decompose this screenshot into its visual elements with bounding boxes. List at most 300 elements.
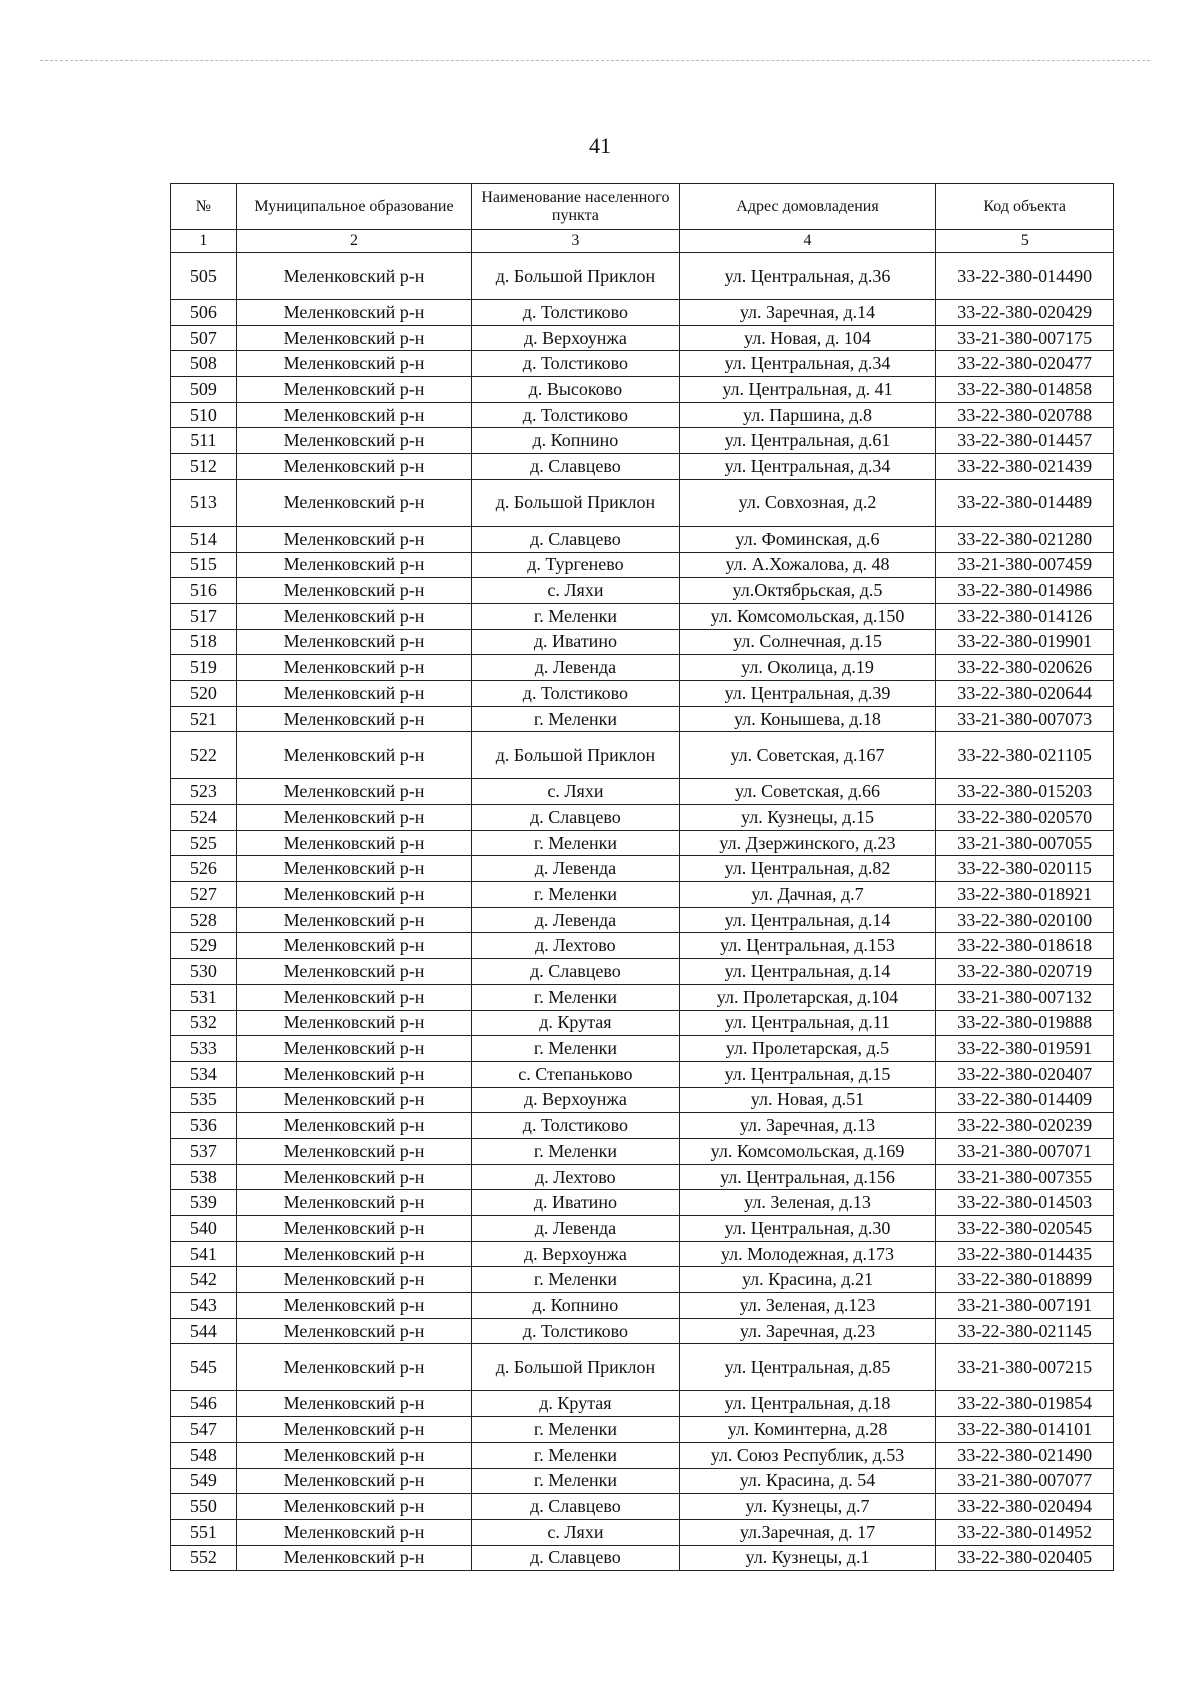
table-row: [171, 984, 1114, 1010]
address-cell: ул. Новая, д.51: [679, 1087, 936, 1113]
row-number-cell: 514: [171, 526, 237, 552]
settlement-cell: г. Меленки: [472, 706, 679, 732]
table-row: [171, 1190, 1114, 1216]
row-number-cell: 540: [171, 1216, 237, 1242]
column-header-settlement: Наименование населенного пункта: [472, 184, 679, 230]
table-row: [171, 655, 1114, 681]
row-number-cell: 550: [171, 1494, 237, 1520]
table-row: [171, 428, 1114, 454]
object-code-cell: 33-22-380-020719: [936, 959, 1114, 985]
settlement-cell: д. Тургенево: [472, 552, 679, 578]
settlement-cell: д. Толстиково: [472, 1318, 679, 1344]
row-number-cell: 533: [171, 1036, 237, 1062]
address-cell: ул. Солнечная, д.15: [679, 629, 936, 655]
address-cell: ул. Центральная, д.34: [679, 351, 936, 377]
table-row: [171, 1061, 1114, 1087]
settlement-cell: д. Толстиково: [472, 680, 679, 706]
settlement-cell: д. Славцево: [472, 805, 679, 831]
table-row: [171, 1468, 1114, 1494]
table-row: [171, 680, 1114, 706]
table-row: [171, 1241, 1114, 1267]
table-row: [171, 1138, 1114, 1164]
row-number-cell: 552: [171, 1545, 237, 1571]
table-row: [171, 1036, 1114, 1062]
row-number-cell: 507: [171, 325, 237, 351]
table-row: [171, 1391, 1114, 1417]
row-number-cell: 542: [171, 1267, 237, 1293]
row-number-cell: 518: [171, 629, 237, 655]
object-code-cell: 33-22-380-014858: [936, 377, 1114, 403]
municipality-cell: Меленковский р-н: [236, 603, 471, 629]
object-code-cell: 33-22-380-014126: [936, 603, 1114, 629]
address-cell: ул. Заречная, д.14: [679, 300, 936, 326]
row-number-cell: 506: [171, 300, 237, 326]
object-code-cell: 33-22-380-014986: [936, 578, 1114, 604]
settlement-cell: д. Толстиково: [472, 1113, 679, 1139]
address-cell: ул. Зеленая, д.13: [679, 1190, 936, 1216]
address-cell: ул. Советская, д.66: [679, 779, 936, 805]
municipality-cell: Меленковский р-н: [236, 377, 471, 403]
object-code-cell: 33-22-380-014457: [936, 428, 1114, 454]
municipality-cell: Меленковский р-н: [236, 830, 471, 856]
address-cell: ул.Заречная, д. 17: [679, 1519, 936, 1545]
municipality-cell: Меленковский р-н: [236, 454, 471, 480]
table-row: [171, 629, 1114, 655]
municipality-cell: Меленковский р-н: [236, 1417, 471, 1443]
column-header-municipality: Муниципальное образование: [236, 184, 471, 230]
address-cell: ул. Пролетарская, д.104: [679, 984, 936, 1010]
municipality-cell: Меленковский р-н: [236, 402, 471, 428]
settlement-cell: д. Лехтово: [472, 933, 679, 959]
municipality-cell: Меленковский р-н: [236, 1216, 471, 1242]
settlement-cell: г. Меленки: [472, 1468, 679, 1494]
address-cell: ул. Молодежная, д.173: [679, 1241, 936, 1267]
table-row: [171, 300, 1114, 326]
municipality-cell: Меленковский р-н: [236, 907, 471, 933]
object-code-cell: 33-21-380-007055: [936, 830, 1114, 856]
object-code-cell: 33-22-380-020626: [936, 655, 1114, 681]
address-cell: ул. Красина, д. 54: [679, 1468, 936, 1494]
object-code-cell: 33-22-380-018899: [936, 1267, 1114, 1293]
row-number-cell: 526: [171, 856, 237, 882]
object-code-cell: 33-22-380-020100: [936, 907, 1114, 933]
address-cell: ул. Центральная, д.14: [679, 907, 936, 933]
column-index: 4: [679, 230, 936, 253]
settlement-cell: с. Ляхи: [472, 578, 679, 604]
object-code-cell: 33-22-380-020407: [936, 1061, 1114, 1087]
address-cell: ул. А.Хожалова, д. 48: [679, 552, 936, 578]
table-row: [171, 1494, 1114, 1520]
municipality-cell: Меленковский р-н: [236, 1241, 471, 1267]
table-row: [171, 805, 1114, 831]
municipality-cell: Меленковский р-н: [236, 479, 471, 526]
municipality-cell: Меленковский р-н: [236, 1318, 471, 1344]
table-body: [171, 253, 1114, 1571]
address-cell: ул. Заречная, д.23: [679, 1318, 936, 1344]
row-number-cell: 534: [171, 1061, 237, 1087]
settlement-cell: г. Меленки: [472, 830, 679, 856]
table-row: [171, 1519, 1114, 1545]
settlement-cell: д. Иватино: [472, 629, 679, 655]
settlement-cell: г. Меленки: [472, 882, 679, 908]
row-number-cell: 509: [171, 377, 237, 403]
scan-artifact-line: [40, 60, 1150, 61]
column-index: 3: [472, 230, 679, 253]
address-cell: ул. Конышева, д.18: [679, 706, 936, 732]
table-row: [171, 1216, 1114, 1242]
address-cell: ул. Центральная, д.14: [679, 959, 936, 985]
row-number-cell: 537: [171, 1138, 237, 1164]
row-number-cell: 532: [171, 1010, 237, 1036]
object-code-cell: 33-22-380-020405: [936, 1545, 1114, 1571]
object-code-cell: 33-22-380-020570: [936, 805, 1114, 831]
table-row: [171, 907, 1114, 933]
object-code-cell: 33-22-380-014409: [936, 1087, 1114, 1113]
municipality-cell: Меленковский р-н: [236, 856, 471, 882]
table-row: [171, 377, 1114, 403]
settlement-cell: д. Толстиково: [472, 402, 679, 428]
column-header-object-code: Код объекта: [936, 184, 1114, 230]
address-cell: ул. Комсомольская, д.169: [679, 1138, 936, 1164]
column-header-address: Адрес домовладения: [679, 184, 936, 230]
address-cell: ул. Центральная, д.61: [679, 428, 936, 454]
settlement-cell: д. Славцево: [472, 1545, 679, 1571]
municipality-cell: Меленковский р-н: [236, 779, 471, 805]
table-row: [171, 552, 1114, 578]
table-row: [171, 933, 1114, 959]
object-code-cell: 33-21-380-007175: [936, 325, 1114, 351]
municipality-cell: Меленковский р-н: [236, 1391, 471, 1417]
object-code-cell: 33-22-380-014101: [936, 1417, 1114, 1443]
settlement-cell: д. Крутая: [472, 1010, 679, 1036]
row-number-cell: 529: [171, 933, 237, 959]
object-code-cell: 33-22-380-020239: [936, 1113, 1114, 1139]
row-number-cell: 505: [171, 253, 237, 300]
table-row: [171, 856, 1114, 882]
settlement-cell: г. Меленки: [472, 603, 679, 629]
settlement-cell: д. Верхоунжа: [472, 1241, 679, 1267]
settlement-cell: д. Копнино: [472, 1293, 679, 1319]
object-code-cell: 33-22-380-019888: [936, 1010, 1114, 1036]
object-code-cell: 33-22-380-021490: [936, 1442, 1114, 1468]
municipality-cell: Меленковский р-н: [236, 351, 471, 377]
object-code-cell: 33-22-380-020494: [936, 1494, 1114, 1520]
column-index: 2: [236, 230, 471, 253]
address-cell: ул. Центральная, д.85: [679, 1344, 936, 1391]
address-cell: ул. Заречная, д.13: [679, 1113, 936, 1139]
municipality-cell: Меленковский р-н: [236, 1519, 471, 1545]
table-row: [171, 1267, 1114, 1293]
municipality-cell: Меленковский р-н: [236, 578, 471, 604]
municipality-cell: Меленковский р-н: [236, 325, 471, 351]
row-number-cell: 539: [171, 1190, 237, 1216]
row-number-cell: 520: [171, 680, 237, 706]
settlement-cell: д. Большой Приклон: [472, 1344, 679, 1391]
registry-table: [170, 183, 1114, 1571]
object-code-cell: 33-22-380-019591: [936, 1036, 1114, 1062]
address-cell: ул. Кузнецы, д.15: [679, 805, 936, 831]
municipality-cell: Меленковский р-н: [236, 1061, 471, 1087]
address-cell: ул. Паршина, д.8: [679, 402, 936, 428]
municipality-cell: Меленковский р-н: [236, 1267, 471, 1293]
page-number: 41: [589, 133, 611, 158]
row-number-cell: 546: [171, 1391, 237, 1417]
object-code-cell: 33-21-380-007073: [936, 706, 1114, 732]
address-cell: ул. Дзержинского, д.23: [679, 830, 936, 856]
object-code-cell: 33-21-380-007071: [936, 1138, 1114, 1164]
table-row: [171, 325, 1114, 351]
settlement-cell: д. Иватино: [472, 1190, 679, 1216]
municipality-cell: Меленковский р-н: [236, 984, 471, 1010]
table-row: [171, 1164, 1114, 1190]
municipality-cell: Меленковский р-н: [236, 959, 471, 985]
table-row: [171, 351, 1114, 377]
settlement-cell: с. Ляхи: [472, 779, 679, 805]
address-cell: ул. Центральная, д.156: [679, 1164, 936, 1190]
object-code-cell: 33-22-380-014490: [936, 253, 1114, 300]
row-number-cell: 521: [171, 706, 237, 732]
address-cell: ул. Центральная, д.36: [679, 253, 936, 300]
settlement-cell: д. Копнино: [472, 428, 679, 454]
row-number-cell: 544: [171, 1318, 237, 1344]
settlement-cell: с. Степаньково: [472, 1061, 679, 1087]
municipality-cell: Меленковский р-н: [236, 1164, 471, 1190]
settlement-cell: д. Толстиково: [472, 300, 679, 326]
address-cell: ул. Околица, д.19: [679, 655, 936, 681]
municipality-cell: Меленковский р-н: [236, 655, 471, 681]
object-code-cell: 33-21-380-007215: [936, 1344, 1114, 1391]
settlement-cell: г. Меленки: [472, 1036, 679, 1062]
settlement-cell: д. Славцево: [472, 959, 679, 985]
row-number-cell: 512: [171, 454, 237, 480]
address-cell: ул. Центральная, д. 41: [679, 377, 936, 403]
table-row: [171, 732, 1114, 779]
row-number-cell: 548: [171, 1442, 237, 1468]
address-cell: ул. Союз Республик, д.53: [679, 1442, 936, 1468]
address-cell: ул. Дачная, д.7: [679, 882, 936, 908]
settlement-cell: г. Меленки: [472, 984, 679, 1010]
object-code-cell: 33-22-380-020429: [936, 300, 1114, 326]
settlement-cell: д. Высоково: [472, 377, 679, 403]
table-row: [171, 454, 1114, 480]
municipality-cell: Меленковский р-н: [236, 526, 471, 552]
settlement-cell: г. Меленки: [472, 1138, 679, 1164]
table-row: [171, 1442, 1114, 1468]
object-code-cell: 33-22-380-021145: [936, 1318, 1114, 1344]
table-row: [171, 1417, 1114, 1443]
column-index: 1: [171, 230, 237, 253]
address-cell: ул. Центральная, д.39: [679, 680, 936, 706]
object-code-cell: 33-22-380-021280: [936, 526, 1114, 552]
address-cell: ул. Новая, д. 104: [679, 325, 936, 351]
row-number-cell: 551: [171, 1519, 237, 1545]
column-header-number: №: [171, 184, 237, 230]
address-cell: ул. Коминтерна, д.28: [679, 1417, 936, 1443]
row-number-cell: 541: [171, 1241, 237, 1267]
municipality-cell: Меленковский р-н: [236, 732, 471, 779]
municipality-cell: Меленковский р-н: [236, 1036, 471, 1062]
object-code-cell: 33-22-380-020788: [936, 402, 1114, 428]
column-index: 5: [936, 230, 1114, 253]
settlement-cell: д. Верхоунжа: [472, 325, 679, 351]
column-index-row: [171, 230, 1114, 253]
table-row: [171, 882, 1114, 908]
municipality-cell: Меленковский р-н: [236, 933, 471, 959]
table-row: [171, 1293, 1114, 1319]
address-cell: ул.Октябрьская, д.5: [679, 578, 936, 604]
municipality-cell: Меленковский р-н: [236, 1468, 471, 1494]
row-number-cell: 527: [171, 882, 237, 908]
row-number-cell: 508: [171, 351, 237, 377]
municipality-cell: Меленковский р-н: [236, 706, 471, 732]
municipality-cell: Меленковский р-н: [236, 1113, 471, 1139]
municipality-cell: Меленковский р-н: [236, 1087, 471, 1113]
settlement-cell: д. Верхоунжа: [472, 1087, 679, 1113]
object-code-cell: 33-22-380-018921: [936, 882, 1114, 908]
table-header-row: [171, 184, 1114, 230]
object-code-cell: 33-22-380-019854: [936, 1391, 1114, 1417]
settlement-cell: д. Крутая: [472, 1391, 679, 1417]
address-cell: ул. Центральная, д.15: [679, 1061, 936, 1087]
municipality-cell: Меленковский р-н: [236, 805, 471, 831]
address-cell: ул. Кузнецы, д.7: [679, 1494, 936, 1520]
settlement-cell: д. Лехтово: [472, 1164, 679, 1190]
row-number-cell: 519: [171, 655, 237, 681]
table-row: [171, 253, 1114, 300]
settlement-cell: д. Большой Приклон: [472, 479, 679, 526]
address-cell: ул. Комсомольская, д.150: [679, 603, 936, 629]
table-row: [171, 578, 1114, 604]
settlement-cell: д. Толстиково: [472, 351, 679, 377]
address-cell: ул. Советская, д.167: [679, 732, 936, 779]
settlement-cell: д. Левенда: [472, 856, 679, 882]
object-code-cell: 33-22-380-019901: [936, 629, 1114, 655]
table-row: [171, 402, 1114, 428]
object-code-cell: 33-22-380-020644: [936, 680, 1114, 706]
table-row: [171, 706, 1114, 732]
object-code-cell: 33-22-380-014503: [936, 1190, 1114, 1216]
object-code-cell: 33-22-380-014435: [936, 1241, 1114, 1267]
row-number-cell: 531: [171, 984, 237, 1010]
table-row: [171, 1318, 1114, 1344]
object-code-cell: 33-21-380-007191: [936, 1293, 1114, 1319]
address-cell: ул. Пролетарская, д.5: [679, 1036, 936, 1062]
row-number-cell: 547: [171, 1417, 237, 1443]
address-cell: ул. Зеленая, д.123: [679, 1293, 936, 1319]
object-code-cell: 33-22-380-020115: [936, 856, 1114, 882]
address-cell: ул. Центральная, д.30: [679, 1216, 936, 1242]
municipality-cell: Меленковский р-н: [236, 1190, 471, 1216]
settlement-cell: д. Большой Приклон: [472, 253, 679, 300]
object-code-cell: 33-22-380-014489: [936, 479, 1114, 526]
row-number-cell: 525: [171, 830, 237, 856]
settlement-cell: д. Славцево: [472, 526, 679, 552]
table-row: [171, 830, 1114, 856]
table-row: [171, 603, 1114, 629]
address-cell: ул. Центральная, д.11: [679, 1010, 936, 1036]
row-number-cell: 538: [171, 1164, 237, 1190]
row-number-cell: 513: [171, 479, 237, 526]
row-number-cell: 530: [171, 959, 237, 985]
table-row: [171, 1087, 1114, 1113]
row-number-cell: 524: [171, 805, 237, 831]
object-code-cell: 33-22-380-020545: [936, 1216, 1114, 1242]
row-number-cell: 543: [171, 1293, 237, 1319]
settlement-cell: д. Левенда: [472, 1216, 679, 1242]
object-code-cell: 33-22-380-015203: [936, 779, 1114, 805]
municipality-cell: Меленковский р-н: [236, 300, 471, 326]
municipality-cell: Меленковский р-н: [236, 1344, 471, 1391]
row-number-cell: 536: [171, 1113, 237, 1139]
object-code-cell: 33-22-380-014952: [936, 1519, 1114, 1545]
address-cell: ул. Красина, д.21: [679, 1267, 936, 1293]
settlement-cell: г. Меленки: [472, 1267, 679, 1293]
row-number-cell: 522: [171, 732, 237, 779]
municipality-cell: Меленковский р-н: [236, 1494, 471, 1520]
row-number-cell: 510: [171, 402, 237, 428]
row-number-cell: 523: [171, 779, 237, 805]
address-cell: ул. Центральная, д.34: [679, 454, 936, 480]
settlement-cell: д. Славцево: [472, 454, 679, 480]
object-code-cell: 33-22-380-020477: [936, 351, 1114, 377]
settlement-cell: с. Ляхи: [472, 1519, 679, 1545]
municipality-cell: Меленковский р-н: [236, 1293, 471, 1319]
row-number-cell: 515: [171, 552, 237, 578]
row-number-cell: 535: [171, 1087, 237, 1113]
table-row: [171, 479, 1114, 526]
object-code-cell: 33-22-380-021439: [936, 454, 1114, 480]
table-row: [171, 779, 1114, 805]
address-cell: ул. Совхозная, д.2: [679, 479, 936, 526]
table-row: [171, 1113, 1114, 1139]
object-code-cell: 33-21-380-007132: [936, 984, 1114, 1010]
address-cell: ул. Кузнецы, д.1: [679, 1545, 936, 1571]
address-cell: ул. Центральная, д.153: [679, 933, 936, 959]
object-code-cell: 33-22-380-021105: [936, 732, 1114, 779]
row-number-cell: 549: [171, 1468, 237, 1494]
address-cell: ул. Центральная, д.82: [679, 856, 936, 882]
object-code-cell: 33-21-380-007459: [936, 552, 1114, 578]
municipality-cell: Меленковский р-н: [236, 629, 471, 655]
object-code-cell: 33-22-380-018618: [936, 933, 1114, 959]
municipality-cell: Меленковский р-н: [236, 253, 471, 300]
settlement-cell: г. Меленки: [472, 1442, 679, 1468]
municipality-cell: Меленковский р-н: [236, 1010, 471, 1036]
municipality-cell: Меленковский р-н: [236, 1442, 471, 1468]
address-cell: ул. Фоминская, д.6: [679, 526, 936, 552]
settlement-cell: г. Меленки: [472, 1417, 679, 1443]
settlement-cell: д. Левенда: [472, 907, 679, 933]
row-number-cell: 517: [171, 603, 237, 629]
object-code-cell: 33-21-380-007355: [936, 1164, 1114, 1190]
address-cell: ул. Центральная, д.18: [679, 1391, 936, 1417]
municipality-cell: Меленковский р-н: [236, 1138, 471, 1164]
municipality-cell: Меленковский р-н: [236, 680, 471, 706]
municipality-cell: Меленковский р-н: [236, 552, 471, 578]
municipality-cell: Меленковский р-н: [236, 1545, 471, 1571]
municipality-cell: Меленковский р-н: [236, 428, 471, 454]
settlement-cell: д. Славцево: [472, 1494, 679, 1520]
row-number-cell: 511: [171, 428, 237, 454]
row-number-cell: 528: [171, 907, 237, 933]
table-row: [171, 1545, 1114, 1571]
row-number-cell: 516: [171, 578, 237, 604]
table-row: [171, 1344, 1114, 1391]
row-number-cell: 545: [171, 1344, 237, 1391]
municipality-cell: Меленковский р-н: [236, 882, 471, 908]
table-row: [171, 1010, 1114, 1036]
object-code-cell: 33-21-380-007077: [936, 1468, 1114, 1494]
